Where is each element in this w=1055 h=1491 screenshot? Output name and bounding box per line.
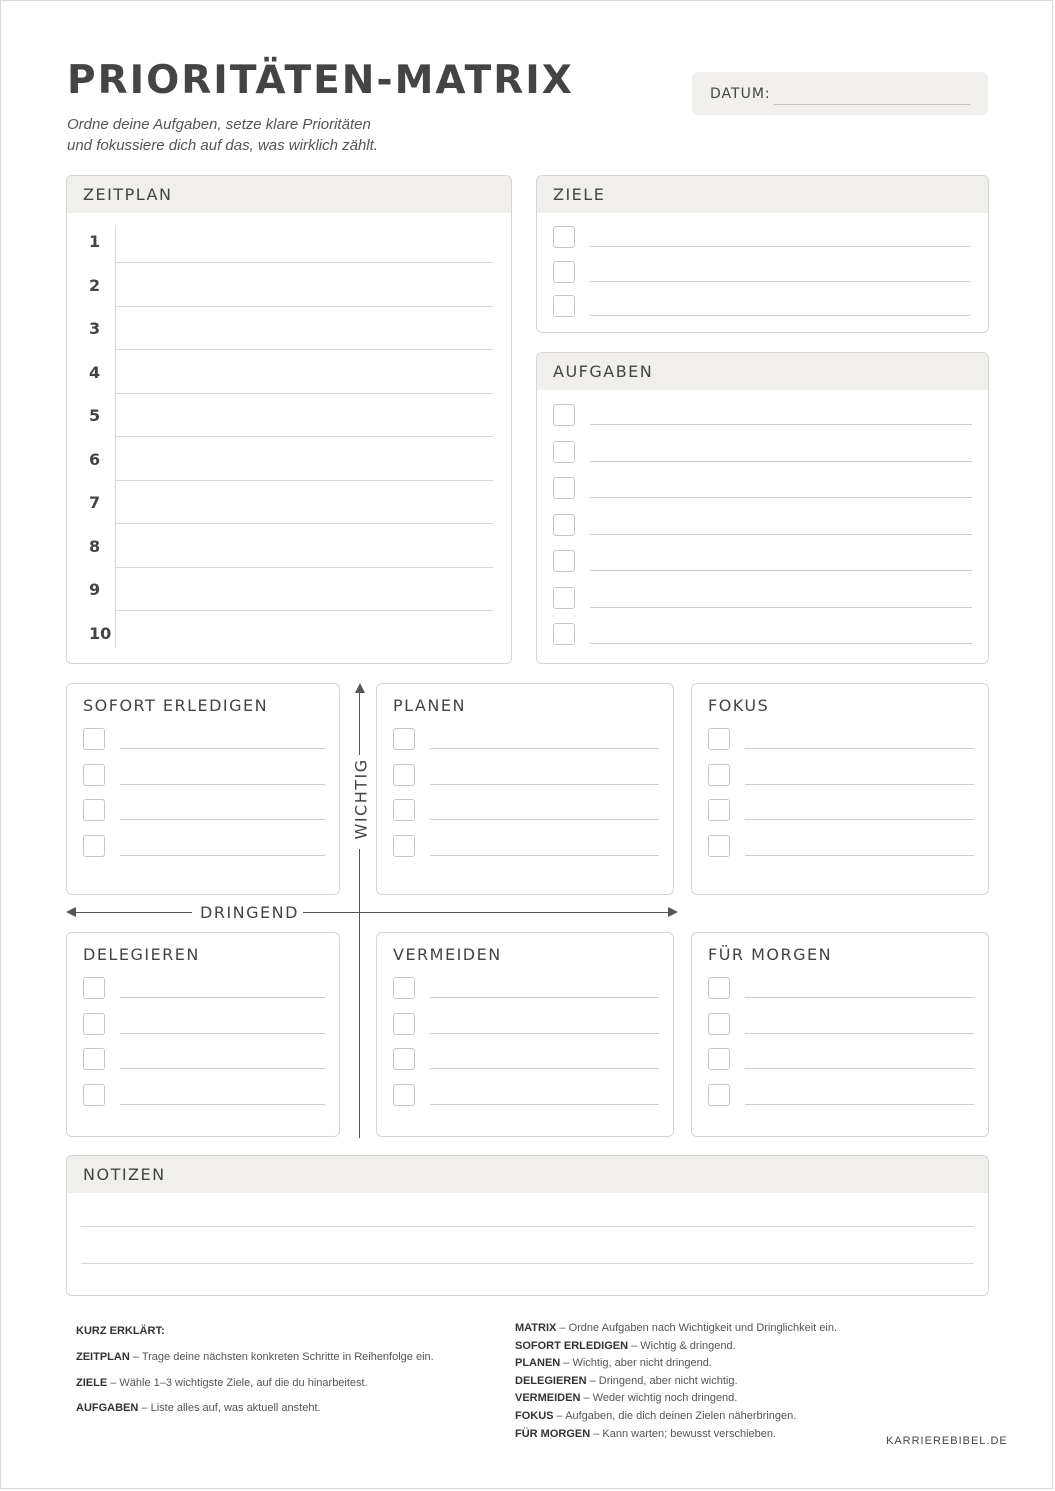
explanation-term: SOFORT ERLEDIGEN — [515, 1339, 629, 1352]
date-field[interactable] — [774, 104, 970, 105]
checkbox[interactable] — [553, 623, 575, 645]
checkbox[interactable] — [393, 1084, 415, 1106]
checkbox[interactable] — [553, 587, 575, 609]
checklist-item — [393, 764, 659, 788]
checklist-item — [708, 728, 974, 752]
schedule-row[interactable] — [81, 394, 493, 437]
checkbox[interactable] — [553, 261, 575, 283]
page-title: PRIORITÄTEN-MATRIX — [67, 58, 574, 103]
tasks-title: AUFGABEN — [537, 353, 988, 390]
explanation-term: VERMEIDEN — [515, 1392, 581, 1405]
checklist-item — [393, 835, 659, 859]
write-line[interactable] — [590, 424, 972, 425]
explanation-line — [515, 1322, 837, 1334]
write-line[interactable] — [590, 607, 972, 608]
urgency-axis — [66, 912, 678, 914]
urgency-axis-line-right — [298, 912, 670, 913]
write-line[interactable] — [120, 1068, 325, 1069]
checklist-item — [553, 587, 972, 611]
checkbox[interactable] — [393, 1013, 415, 1035]
checklist-item — [553, 441, 972, 465]
schedule-row-number: 1 — [89, 232, 101, 251]
arrow-up-icon — [355, 683, 365, 693]
write-line[interactable] — [430, 1033, 659, 1034]
schedule-row-number: 3 — [89, 319, 101, 338]
importance-axis-line-bottom — [359, 849, 360, 1138]
explanation-term: ZEITPLAN — [76, 1351, 130, 1363]
schedule-row-number: 9 — [89, 580, 101, 599]
checklist-item — [708, 799, 974, 823]
explanation-text: – Wähle 1–3 wichtigste Ziele, auf die du hinarbeitest. — [107, 1376, 368, 1389]
checkbox[interactable] — [553, 441, 575, 463]
write-line[interactable] — [590, 534, 972, 535]
write-line[interactable] — [745, 855, 974, 856]
schedule-row-number: 5 — [89, 406, 101, 425]
write-line[interactable] — [120, 997, 325, 998]
checklist-item — [708, 977, 974, 1001]
subtitle-line-2: und fokussiere dich auf das, was wirklich zählt. — [67, 137, 378, 154]
explanation-text: – Wichtig, aber nicht dringend. — [560, 1357, 712, 1370]
checklist-item — [83, 1048, 325, 1072]
checkbox[interactable] — [83, 1013, 105, 1035]
notes-title: NOTIZEN — [67, 1156, 988, 1193]
page-subtitle — [67, 114, 487, 156]
importance-axis-label: WICHTIG — [351, 758, 371, 840]
date-label: DATUM: — [710, 86, 771, 102]
checklist-item — [708, 1048, 974, 1072]
checklist-item — [393, 1084, 659, 1108]
checkbox[interactable] — [393, 1048, 415, 1070]
schedule-title: ZEITPLAN — [67, 176, 511, 213]
checkbox[interactable] — [553, 226, 575, 248]
notes-panel — [66, 1155, 989, 1296]
checkbox[interactable] — [708, 764, 730, 786]
checkbox[interactable] — [553, 477, 575, 499]
checklist-item — [393, 1013, 659, 1037]
checklist-item — [553, 404, 972, 428]
checklist-item — [553, 261, 970, 285]
checkbox[interactable] — [83, 1084, 105, 1106]
quadrant-planen — [376, 683, 674, 895]
checkbox[interactable] — [393, 835, 415, 857]
write-line[interactable] — [745, 784, 974, 785]
write-line[interactable] — [590, 315, 970, 316]
checkbox[interactable] — [708, 1048, 730, 1070]
checklist-item — [83, 1013, 325, 1037]
schedule-row[interactable] — [81, 568, 493, 611]
write-line[interactable] — [430, 997, 659, 998]
explanation-term: FÜR MORGEN — [515, 1427, 591, 1440]
checklist-item — [553, 623, 972, 647]
explanation-term: AUFGABEN — [76, 1402, 139, 1414]
explanation-line — [515, 1392, 737, 1404]
explanation-text: – Ordne Aufgaben nach Wichtigkeit und Dringlichkeit ein. — [556, 1322, 838, 1334]
schedule-row-number: 8 — [89, 536, 101, 556]
write-line[interactable] — [430, 819, 659, 820]
write-line[interactable] — [120, 748, 325, 749]
date-box — [692, 72, 988, 115]
checklist-item — [83, 1084, 325, 1108]
checkbox[interactable] — [83, 835, 105, 857]
schedule-row-number: 7 — [89, 493, 101, 512]
checkbox[interactable] — [83, 799, 105, 821]
explanation-text: – Aufgaben, die dich deinen Zielen näherbringen. — [553, 1410, 797, 1422]
write-line[interactable] — [590, 497, 972, 498]
notes-line[interactable] — [81, 1226, 974, 1227]
write-line[interactable] — [745, 1104, 974, 1105]
write-line[interactable] — [120, 1104, 325, 1105]
quadrant-title: SOFORT ERLEDIGEN — [83, 696, 269, 715]
explanation-term: PLANEN — [515, 1357, 561, 1370]
checklist-item — [83, 728, 325, 752]
checklist-item — [708, 764, 974, 788]
checklist-item — [83, 799, 325, 823]
schedule-row[interactable] — [81, 220, 493, 263]
checklist-item — [83, 764, 325, 788]
quadrant-title: DELEGIEREN — [83, 945, 200, 964]
schedule-row-number: 6 — [89, 449, 101, 469]
checkbox[interactable] — [83, 1048, 105, 1070]
checkbox[interactable] — [553, 550, 575, 572]
checkbox[interactable] — [553, 514, 575, 536]
quadrant-title: FOKUS — [708, 696, 770, 715]
write-line[interactable] — [430, 1104, 659, 1105]
explanation-line — [515, 1340, 736, 1352]
explanation-line — [76, 1351, 434, 1363]
notes-line[interactable] — [81, 1263, 974, 1264]
checklist-item — [708, 835, 974, 859]
checklist-item — [708, 1084, 974, 1108]
checkbox[interactable] — [83, 977, 105, 999]
urgency-axis-label: DRINGEND — [196, 903, 303, 922]
schedule-row[interactable] — [81, 438, 493, 481]
write-line[interactable] — [430, 784, 659, 785]
quadrant-title: FÜR MORGEN — [708, 945, 833, 964]
schedule-row[interactable] — [81, 525, 493, 568]
write-line[interactable] — [745, 819, 974, 820]
schedule-row[interactable] — [81, 612, 493, 655]
explanation-line — [515, 1357, 712, 1369]
checkbox[interactable] — [393, 728, 415, 750]
arrow-right-icon — [668, 907, 678, 917]
checklist-item — [393, 799, 659, 823]
explanation-text: – Liste alles auf, was aktuell ansteht. — [138, 1402, 321, 1414]
importance-axis-line-top — [359, 691, 360, 755]
schedule-row-number: 10 — [89, 623, 112, 643]
explanation-line — [515, 1428, 776, 1440]
goals-panel — [536, 175, 989, 333]
explanation-term: ZIELE — [76, 1376, 108, 1389]
schedule-row-number: 4 — [89, 362, 101, 382]
checkbox[interactable] — [708, 977, 730, 999]
checklist-item — [553, 477, 972, 501]
schedule-row[interactable] — [81, 351, 493, 394]
checklist-item — [553, 550, 972, 574]
write-line[interactable] — [590, 246, 970, 247]
checklist-item — [83, 977, 325, 1001]
checklist-item — [83, 835, 325, 859]
checkbox[interactable] — [393, 799, 415, 821]
quadrant-title: PLANEN — [393, 696, 466, 715]
checkbox[interactable] — [83, 764, 105, 786]
subtitle-line-1: Ordne deine Aufgaben, setze klare Prioritäten — [67, 116, 371, 133]
write-line[interactable] — [590, 461, 972, 462]
quadrant-delegieren — [66, 932, 340, 1137]
checklist-item — [553, 226, 970, 250]
checklist-item — [708, 1013, 974, 1037]
checkbox[interactable] — [393, 764, 415, 786]
checklist-item — [393, 1048, 659, 1072]
schedule-row-number: 2 — [89, 275, 101, 295]
explanation-line — [515, 1375, 738, 1387]
tasks-panel — [536, 352, 989, 664]
write-line[interactable] — [430, 1068, 659, 1069]
checklist-item — [393, 977, 659, 1001]
write-line[interactable] — [745, 1033, 974, 1034]
explanation-text: – Dringend, aber nicht wichtig. — [586, 1374, 738, 1387]
quadrant-title: VERMEIDEN — [393, 945, 502, 964]
quadrant-fokus — [691, 683, 989, 895]
explanation-text: – Wichtig & dringend. — [628, 1339, 736, 1352]
write-line[interactable] — [120, 1033, 325, 1034]
explanation-term: MATRIX — [515, 1322, 557, 1334]
write-line[interactable] — [120, 819, 325, 820]
write-line[interactable] — [590, 281, 970, 282]
write-line[interactable] — [745, 997, 974, 998]
urgency-axis-line-left — [74, 912, 192, 913]
checkbox[interactable] — [708, 1084, 730, 1106]
explanation-term: FOKUS — [515, 1410, 554, 1422]
schedule-row[interactable] — [81, 481, 493, 524]
schedule-row[interactable] — [81, 264, 493, 307]
explanation-term: DELEGIEREN — [515, 1374, 587, 1387]
explanation-text: – Trage deine nächsten konkreten Schritte in Reihenfolge ein. — [129, 1351, 434, 1363]
quadrant-sofort-erledigen — [66, 683, 340, 895]
brand-logo-text: KARRIEREBIBEL.DE — [886, 1435, 1008, 1447]
write-line[interactable] — [430, 748, 659, 749]
checkbox[interactable] — [708, 1013, 730, 1035]
checkbox[interactable] — [553, 404, 575, 426]
checkbox[interactable] — [708, 799, 730, 821]
explanation-line — [515, 1410, 796, 1422]
explanation-line — [76, 1377, 368, 1389]
checkbox[interactable] — [83, 728, 105, 750]
checkbox[interactable] — [708, 728, 730, 750]
checklist-item — [553, 295, 970, 319]
quadrant-vermeiden — [376, 932, 674, 1137]
checklist-item — [553, 514, 972, 538]
schedule-row[interactable] — [81, 307, 493, 350]
goals-title: ZIELE — [537, 176, 988, 213]
explanation-text: – Kann warten; bewusst verschieben. — [590, 1427, 777, 1440]
write-line[interactable] — [745, 748, 974, 749]
checklist-item — [393, 728, 659, 752]
quadrant-fuer-morgen — [691, 932, 989, 1137]
write-line[interactable] — [120, 855, 325, 856]
schedule-panel — [66, 175, 512, 664]
explanation-text: – Weder wichtig noch dringend. — [580, 1392, 738, 1405]
write-line[interactable] — [590, 643, 972, 644]
write-line[interactable] — [745, 1068, 974, 1069]
write-line[interactable] — [590, 570, 972, 571]
explanations-heading: KURZ ERKLÄRT: — [76, 1325, 165, 1337]
write-line[interactable] — [120, 784, 325, 785]
checkbox[interactable] — [708, 835, 730, 857]
checkbox[interactable] — [553, 295, 575, 317]
checkbox[interactable] — [393, 977, 415, 999]
write-line[interactable] — [430, 855, 659, 856]
explanation-line — [76, 1402, 321, 1414]
importance-axis — [359, 683, 361, 1138]
